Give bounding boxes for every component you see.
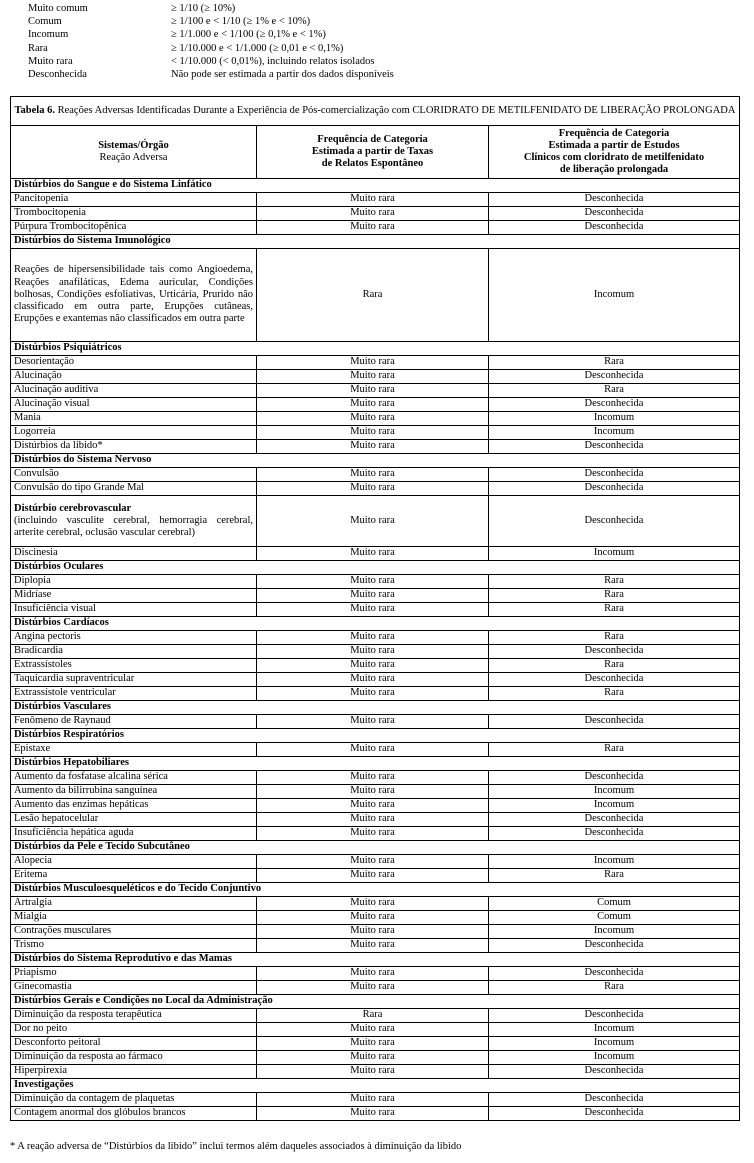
table-row (11, 1065, 740, 1079)
table-row (11, 440, 740, 454)
table-body (11, 179, 740, 1121)
spontaneous-frequency-cell: Muito rara (257, 743, 489, 757)
table-row (11, 482, 740, 496)
clinical-frequency-cell: Rara (489, 659, 740, 673)
reaction-cell: Priapismo (11, 967, 257, 981)
clinical-frequency-cell: Rara (489, 603, 740, 617)
legend-term: Comum (28, 16, 62, 28)
spontaneous-frequency-cell: Muito rara (257, 482, 489, 496)
reaction-cell: Contrações musculares (11, 925, 257, 939)
clinical-frequency-cell: Incomum (489, 426, 740, 440)
reaction-cell: Mialgia (11, 911, 257, 925)
reaction-cell: Fenômeno de Raynaud (11, 715, 257, 729)
clinical-frequency-cell: Incomum (489, 412, 740, 426)
table-row (11, 575, 740, 589)
spontaneous-frequency-cell: Muito rara (257, 897, 489, 911)
clinical-frequency-cell: Desconhecida (489, 1009, 740, 1023)
column-header-system-organ (11, 126, 257, 179)
table-row (11, 468, 740, 482)
table-row (11, 547, 740, 561)
section-row (11, 841, 740, 855)
table-row (11, 1051, 740, 1065)
spontaneous-frequency-cell: Muito rara (257, 412, 489, 426)
reaction-cell (11, 496, 257, 547)
spontaneous-frequency-cell: Muito rara (257, 939, 489, 953)
spontaneous-frequency-cell: Muito rara (257, 589, 489, 603)
reaction-cell: Diplopia (11, 575, 257, 589)
spontaneous-frequency-cell: Muito rara (257, 659, 489, 673)
section-title: Distúrbios Psiquiátricos (11, 342, 740, 356)
table-row (11, 855, 740, 869)
table-row (11, 496, 740, 547)
clinical-frequency-cell: Desconhecida (489, 193, 740, 207)
clinical-frequency-cell: Rara (489, 631, 740, 645)
section-row (11, 995, 740, 1009)
section-title: Distúrbios do Sistema Imunológico (11, 235, 740, 249)
reaction-cell: Convulsão do tipo Grande Mal (11, 482, 257, 496)
table-caption (11, 97, 740, 126)
table-row (11, 426, 740, 440)
legend-row (28, 15, 394, 28)
frequency-legend (28, 2, 394, 81)
table-row (11, 967, 740, 981)
reaction-cell: Taquicardia supraventricular (11, 673, 257, 687)
clinical-frequency-cell: Desconhecida (489, 1107, 740, 1121)
section-row (11, 883, 740, 897)
column-header-line: Clínicos com cloridrato de metilfenidato (523, 152, 705, 163)
reaction-cell: Extrassístole ventricular (11, 687, 257, 701)
clinical-frequency-cell: Incomum (489, 925, 740, 939)
reaction-cell: Artralgia (11, 897, 257, 911)
reaction-cell: Epistaxe (11, 743, 257, 757)
reaction-cell: Aumento das enzimas hepáticas (11, 799, 257, 813)
table-row (11, 785, 740, 799)
reaction-cell: Alucinação (11, 370, 257, 384)
section-title: Distúrbios Musculoesqueléticos e do Tecido Conjuntivo (11, 883, 740, 897)
reaction-cell: Distúrbios da libido* (11, 440, 257, 454)
spontaneous-frequency-cell: Muito rara (257, 547, 489, 561)
spontaneous-frequency-cell: Muito rara (257, 673, 489, 687)
spontaneous-frequency-cell: Muito rara (257, 221, 489, 235)
table-row (11, 221, 740, 235)
reaction-cell: Discinesia (11, 547, 257, 561)
reaction-cell: Diminuição da resposta ao fármaco (11, 1051, 257, 1065)
adverse-reactions-table (10, 96, 740, 1121)
spontaneous-frequency-cell: Muito rara (257, 1065, 489, 1079)
column-header-line: Estimada a partir de Estudos (548, 139, 680, 151)
spontaneous-frequency-cell: Muito rara (257, 207, 489, 221)
reaction-cell: Trismo (11, 939, 257, 953)
reaction-cell: Contagem anormal dos glóbulos brancos (11, 1107, 257, 1121)
legend-term: Muito rara (28, 55, 73, 67)
footnote: * A reação adversa de “Distúrbios da libido” inclui termos além daqueles associados à diminuição da libido (10, 1141, 462, 1152)
column-header-line: Frequência de Categoria (558, 127, 670, 139)
clinical-frequency-cell: Rara (489, 589, 740, 603)
spontaneous-frequency-cell: Muito rara (257, 799, 489, 813)
clinical-frequency-cell: Incomum (489, 855, 740, 869)
reaction-cell: Diminuição da resposta terapêutica (11, 1009, 257, 1023)
table-row (11, 589, 740, 603)
spontaneous-frequency-cell: Muito rara (257, 911, 489, 925)
legend-definition: ≥ 1/1.000 e < 1/100 (≥ 0,1% e < 1%) (171, 29, 326, 41)
section-title: Distúrbios Oculares (11, 561, 740, 575)
legend-term: Desconhecida (28, 68, 87, 80)
table-row (11, 911, 740, 925)
reaction-cell: Eritema (11, 869, 257, 883)
table-row (11, 925, 740, 939)
reaction-cell: Insuficiência hepática aguda (11, 827, 257, 841)
clinical-frequency-cell: Desconhecida (489, 440, 740, 454)
section-title: Investigações (11, 1079, 740, 1093)
table-row (11, 799, 740, 813)
reaction-cell: Insuficiência visual (11, 603, 257, 617)
spontaneous-frequency-cell: Muito rara (257, 785, 489, 799)
reaction-cell: Púrpura Trombocitopênica (11, 221, 257, 235)
reaction-cell: Midríase (11, 589, 257, 603)
clinical-frequency-cell: Desconhecida (489, 1093, 740, 1107)
spontaneous-frequency-cell: Muito rara (257, 981, 489, 995)
legend-row (28, 68, 394, 81)
table-row (11, 193, 740, 207)
spontaneous-frequency-cell: Muito rara (257, 398, 489, 412)
section-title: Distúrbios Gerais e Condições no Local da Administração (11, 995, 740, 1009)
spontaneous-frequency-cell: Muito rara (257, 827, 489, 841)
table-row (11, 398, 740, 412)
clinical-frequency-cell: Desconhecida (489, 813, 740, 827)
spontaneous-frequency-cell: Muito rara (257, 384, 489, 398)
spontaneous-frequency-cell: Muito rara (257, 468, 489, 482)
section-row (11, 454, 740, 468)
column-header-title: Sistemas/Órgão (98, 139, 169, 151)
section-title: Distúrbios da Pele e Tecido Subcutâneo (11, 841, 740, 855)
clinical-frequency-cell: Rara (489, 981, 740, 995)
spontaneous-frequency-cell: Rara (257, 249, 489, 342)
table-row (11, 939, 740, 953)
legend-definition: ≥ 1/10 (≥ 10%) (171, 3, 236, 14)
spontaneous-frequency-cell: Muito rara (257, 1023, 489, 1037)
clinical-frequency-cell: Desconhecida (489, 827, 740, 841)
clinical-frequency-cell: Comum (489, 911, 740, 925)
reaction-cell: Hiperpirexia (11, 1065, 257, 1079)
reaction-cell: Aumento da fosfatase alcalina sérica (11, 771, 257, 785)
table-row (11, 659, 740, 673)
spontaneous-frequency-cell: Muito rara (257, 370, 489, 384)
clinical-frequency-cell: Desconhecida (489, 482, 740, 496)
spontaneous-frequency-cell: Muito rara (257, 645, 489, 659)
clinical-frequency-cell: Rara (489, 384, 740, 398)
table-row (11, 631, 740, 645)
clinical-frequency-cell: Incomum (489, 1051, 740, 1065)
clinical-frequency-cell: Desconhecida (489, 939, 740, 953)
clinical-frequency-cell: Desconhecida (489, 370, 740, 384)
reaction-cell: Ginecomastia (11, 981, 257, 995)
section-title: Distúrbios do Sangue e do Sistema Linfático (11, 179, 740, 193)
table-row (11, 249, 740, 342)
clinical-frequency-cell: Rara (489, 575, 740, 589)
reaction-cell: Alucinação auditiva (11, 384, 257, 398)
legend-definition: < 1/10.000 (< 0,01%), incluindo relatos isolados (171, 55, 375, 67)
spontaneous-frequency-cell: Muito rara (257, 575, 489, 589)
column-header-line: Estimada a partir de Taxas (311, 145, 434, 157)
table-row (11, 827, 740, 841)
reaction-cell: Bradicardia (11, 645, 257, 659)
section-row (11, 757, 740, 771)
clinical-frequency-cell: Rara (489, 743, 740, 757)
spontaneous-frequency-cell: Muito rara (257, 855, 489, 869)
spontaneous-frequency-cell: Muito rara (257, 426, 489, 440)
section-row (11, 179, 740, 193)
section-title: Distúrbios Hepatobiliares (11, 757, 740, 771)
reaction-cell: Diminuição da contagem de plaquetas (11, 1093, 257, 1107)
spontaneous-frequency-cell: Muito rara (257, 1037, 489, 1051)
table-row (11, 743, 740, 757)
section-row (11, 342, 740, 356)
spontaneous-frequency-cell: Muito rara (257, 771, 489, 785)
table-row (11, 370, 740, 384)
table-caption-text: Reações Adversas Identificadas Durante a Experiência de Pós-comercialização com CLORIDRATO DE METILFENIDATO DE LIBERAÇÃO PROLONGADA (57, 104, 736, 116)
clinical-frequency-cell: Rara (489, 356, 740, 370)
clinical-frequency-cell: Desconhecida (489, 496, 740, 547)
spontaneous-frequency-cell: Muito rara (257, 603, 489, 617)
spontaneous-frequency-cell: Muito rara (257, 1051, 489, 1065)
section-row (11, 729, 740, 743)
clinical-frequency-cell: Incomum (489, 785, 740, 799)
clinical-frequency-cell: Incomum (489, 799, 740, 813)
spontaneous-frequency-cell: Muito rara (257, 1093, 489, 1107)
section-row (11, 1079, 740, 1093)
reaction-text: Reações de hipersensibilidade tais como Angioedema, Reações anafiláticas, Edema auricular, Condições bolhosas, Condições esfoliativas, Urticária, Prurido não classificado em outra parte, Erupções cutâneas, Erupções e exantemas não classificados em outra parte (14, 264, 253, 325)
clinical-frequency-cell: Desconhecida (489, 673, 740, 687)
reaction-title: Distúrbio cerebrovascular (14, 502, 132, 514)
table-row (11, 603, 740, 617)
spontaneous-frequency-cell: Rara (257, 1009, 489, 1023)
table-row (11, 1023, 740, 1037)
clinical-frequency-cell: Rara (489, 869, 740, 883)
clinical-frequency-cell: Desconhecida (489, 645, 740, 659)
spontaneous-frequency-cell: Muito rara (257, 1107, 489, 1121)
column-header-subtitle: Reação Adversa (99, 152, 168, 163)
spontaneous-frequency-cell: Muito rara (257, 687, 489, 701)
reaction-cell: Alucinação visual (11, 398, 257, 412)
section-row (11, 561, 740, 575)
clinical-frequency-cell: Desconhecida (489, 967, 740, 981)
reaction-cell: Pancitopenia (11, 193, 257, 207)
clinical-frequency-cell: Desconhecida (489, 771, 740, 785)
legend-row (28, 42, 394, 55)
spontaneous-frequency-cell: Muito rara (257, 813, 489, 827)
reaction-cell: Trombocitopenia (11, 207, 257, 221)
table-row (11, 687, 740, 701)
reaction-cell: Mania (11, 412, 257, 426)
clinical-frequency-cell: Incomum (489, 1023, 740, 1037)
reaction-cell: Extrassístoles (11, 659, 257, 673)
reaction-cell: Alopecia (11, 855, 257, 869)
clinical-frequency-cell: Desconhecida (489, 1065, 740, 1079)
column-header-line: de Relatos Espontâneo (321, 158, 424, 170)
table-row (11, 1009, 740, 1023)
section-row (11, 701, 740, 715)
reaction-text: (incluindo vasculite cerebral, hemorragia cerebral, arterite cerebral, oclusão vascular cerebral) (14, 514, 253, 539)
section-row (11, 617, 740, 631)
section-row (11, 953, 740, 967)
table-row (11, 1037, 740, 1051)
section-title: Distúrbios Cardíacos (11, 617, 740, 631)
section-row (11, 235, 740, 249)
reaction-cell: Dor no peito (11, 1023, 257, 1037)
reaction-cell (11, 249, 257, 342)
clinical-frequency-cell: Incomum (489, 1037, 740, 1051)
table-row (11, 897, 740, 911)
clinical-frequency-cell: Incomum (489, 249, 740, 342)
table-row (11, 356, 740, 370)
legend-term: Incomum (28, 29, 69, 41)
table-row (11, 673, 740, 687)
reaction-cell: Desconforto peitoral (11, 1037, 257, 1051)
section-title: Distúrbios do Sistema Nervoso (11, 454, 740, 468)
reaction-cell: Logorreia (11, 426, 257, 440)
reaction-cell: Convulsão (11, 468, 257, 482)
spontaneous-frequency-cell: Muito rara (257, 967, 489, 981)
legend-term: Muito comum (28, 3, 88, 14)
table-row (11, 981, 740, 995)
clinical-frequency-cell: Rara (489, 687, 740, 701)
clinical-frequency-cell: Desconhecida (489, 468, 740, 482)
table-caption-label: Tabela 6. (14, 104, 55, 116)
legend-term: Rara (28, 42, 48, 54)
table-row (11, 869, 740, 883)
clinical-frequency-cell: Desconhecida (489, 398, 740, 412)
spontaneous-frequency-cell: Muito rara (257, 715, 489, 729)
spontaneous-frequency-cell: Muito rara (257, 496, 489, 547)
table-row (11, 1093, 740, 1107)
spontaneous-frequency-cell: Muito rara (257, 631, 489, 645)
reaction-cell: Desorientação (11, 356, 257, 370)
spontaneous-frequency-cell: Muito rara (257, 193, 489, 207)
legend-row (28, 55, 394, 68)
spontaneous-frequency-cell: Muito rara (257, 356, 489, 370)
clinical-frequency-cell: Desconhecida (489, 207, 740, 221)
reaction-cell: Lesão hepatocelular (11, 813, 257, 827)
table-row (11, 412, 740, 426)
table-row (11, 771, 740, 785)
clinical-frequency-cell: Comum (489, 897, 740, 911)
legend-row (28, 28, 394, 41)
table-row (11, 207, 740, 221)
clinical-frequency-cell: Incomum (489, 547, 740, 561)
section-title: Distúrbios Respiratórios (11, 729, 740, 743)
spontaneous-frequency-cell: Muito rara (257, 925, 489, 939)
section-title: Distúrbios Vasculares (11, 701, 740, 715)
reaction-cell: Angina pectoris (11, 631, 257, 645)
table-row (11, 1107, 740, 1121)
column-header-line: Frequência de Categoria (317, 133, 428, 145)
table-row (11, 715, 740, 729)
legend-definition: Não pode ser estimada a partir dos dados disponíveis (171, 68, 394, 80)
column-header-spontaneous-frequency (257, 126, 489, 179)
spontaneous-frequency-cell: Muito rara (257, 869, 489, 883)
legend-row (28, 2, 394, 15)
legend-definition: ≥ 1/100 e < 1/10 (≥ 1% e < 10%) (171, 16, 311, 28)
clinical-frequency-cell: Desconhecida (489, 715, 740, 729)
table-row (11, 384, 740, 398)
spontaneous-frequency-cell: Muito rara (257, 440, 489, 454)
column-header-clinical-frequency (489, 126, 740, 179)
legend-definition: ≥ 1/10.000 e < 1/1.000 (≥ 0,01 e < 0,1%) (171, 42, 344, 54)
clinical-frequency-cell: Desconhecida (489, 221, 740, 235)
table-row (11, 813, 740, 827)
section-title: Distúrbios do Sistema Reprodutivo e das Mamas (11, 953, 740, 967)
reaction-cell: Aumento da bilirrubina sanguínea (11, 785, 257, 799)
table-row (11, 645, 740, 659)
column-header-line: de liberação prolongada (559, 164, 669, 176)
